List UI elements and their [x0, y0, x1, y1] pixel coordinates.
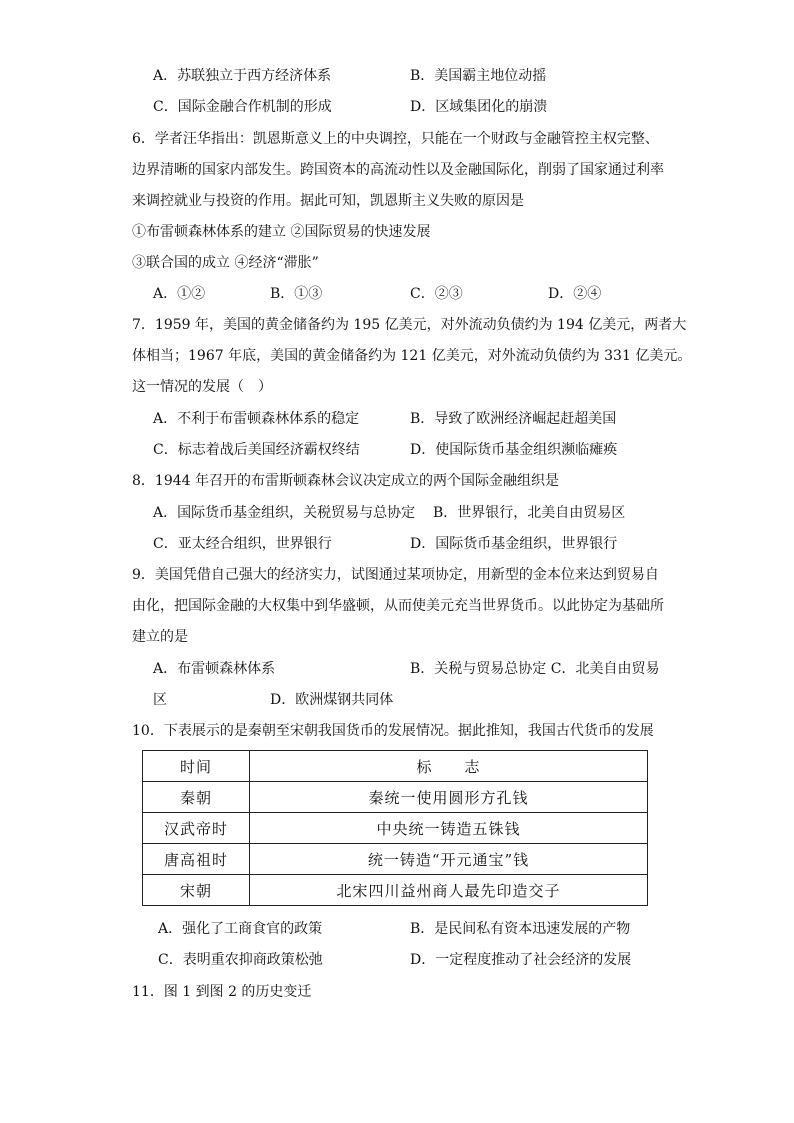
- q8-option-c: C．亚太经合组织，世界银行: [153, 536, 332, 552]
- q8-option-d: D．国际货币基金组织，世界银行: [410, 536, 618, 552]
- table-cell-mark: 北宋四川益州商人最先印造交子: [250, 875, 648, 906]
- q7-stem-line-3: 这一情况的发展（ ）: [132, 379, 272, 395]
- q5-option-c: C．国际金融合作机制的形成: [153, 99, 332, 115]
- q10-option-b: B．是民间私有资本迅速发展的产物: [410, 921, 631, 937]
- table-cell-time: 秦朝: [143, 782, 250, 813]
- q6-stem-line-3: 来调控就业与投资的作用。据此可知，凯恩斯主义失败的原因是: [132, 193, 524, 209]
- q5-option-d: D．区域集团化的崩溃: [410, 99, 548, 115]
- q6-option-c: C．②③: [410, 286, 463, 302]
- q9-option-c-wrap: 区: [153, 692, 167, 708]
- table-cell-time: 宋朝: [143, 875, 250, 906]
- table-row: [143, 875, 648, 906]
- q6-option-d: D．②④: [548, 286, 602, 302]
- q7-stem-line-2: 体相当；1967 年底，美国的黄金储备约为 121 亿美元，对外流动负债约为 331 亿美元。: [132, 348, 692, 364]
- table-row: [143, 844, 648, 875]
- q9-stem-line-1: 9．美国凭借自己强大的经济实力，试图通过某项协定，用新型的金本位来达到贸易自: [132, 567, 659, 583]
- table-header-row: [143, 751, 648, 782]
- table-cell-mark: 秦统一使用圆形方孔钱: [250, 782, 648, 813]
- q7-option-d: D．使国际货币基金组织濒临瘫痪: [410, 442, 618, 458]
- q7-option-b: B．导致了欧洲经济崛起赶超美国: [410, 411, 617, 427]
- table-cell-mark: 统一铸造“开元通宝”钱: [250, 844, 648, 875]
- q5-option-a: A．苏联独立于西方经济体系: [153, 68, 332, 84]
- q10-option-c: C．表明重农抑商政策松弛: [158, 952, 323, 968]
- q7-option-a: A．不利于布雷顿森林体系的稳定: [153, 411, 360, 427]
- q6-option-a: A．①②: [153, 286, 206, 302]
- table-row: [143, 813, 648, 844]
- q11-stem: 11．图 1 到图 2 的历史变迁: [132, 984, 312, 1000]
- q8-stem: 8．1944 年召开的布雷斯顿森林会议决定成立的两个国际金融组织是: [132, 473, 559, 489]
- q10-option-d: D．一定程度推动了社会经济的发展: [410, 952, 632, 968]
- q9-option-a: A．布雷顿森林体系: [153, 661, 276, 677]
- q10-option-a: A．强化了工商食官的政策: [158, 921, 323, 937]
- q7-stem-line-1: 7．1959 年，美国的黄金储备约为 195 亿美元，对外流动负债约为 194 亿美元，两者大: [132, 317, 687, 333]
- currency-history-table: [142, 750, 648, 906]
- q9-option-d: D．欧洲煤钢共同体: [270, 692, 394, 708]
- q10-stem: 10．下表展示的是秦朝至宋朝我国货币的发展情况。据此推知，我国古代货币的发展: [132, 723, 654, 739]
- q6-stem-line-1: 6．学者汪华指出：凯恩斯意义上的中央调控，只能在一个财政与金融管控主权完整、: [132, 131, 659, 147]
- q6-option-b: B．①③: [270, 286, 323, 302]
- table-cell-time: 唐高祖时: [143, 844, 250, 875]
- q5-option-b: B．美国霸主地位动摇: [410, 68, 547, 84]
- table-header-mark: 标 志: [250, 751, 648, 782]
- q8-option-b: B．世界银行，北美自由贸易区: [433, 505, 626, 521]
- q6-stem-line-2: 边界清晰的国家内部发生。跨国资本的高流动性以及金融国际化，削弱了国家通过利率: [132, 162, 664, 178]
- table-row: [143, 782, 648, 813]
- table-cell-mark: 中央统一铸造五铢钱: [250, 813, 648, 844]
- table-header-time: 时间: [143, 751, 250, 782]
- q8-option-a: A．国际货币基金组织，关税贸易与总协定: [153, 505, 416, 521]
- table-cell-time: 汉武帝时: [143, 813, 250, 844]
- q6-item-line-1: ①布雷顿森林体系的建立 ②国际贸易的快速发展: [132, 224, 431, 240]
- q9-stem-line-2: 由化，把国际金融的大权集中到华盛顿，从而使美元充当世界货币。以此协定为基础所: [132, 598, 664, 614]
- q7-option-c: C．标志着战后美国经济霸权终结: [153, 442, 360, 458]
- q6-item-line-2: ③联合国的成立 ④经济“滞胀”: [132, 255, 319, 271]
- q9-option-b-c: B．关税与贸易总协定 C．北美自由贸易: [410, 661, 660, 677]
- q9-stem-line-3: 建立的是: [132, 629, 188, 645]
